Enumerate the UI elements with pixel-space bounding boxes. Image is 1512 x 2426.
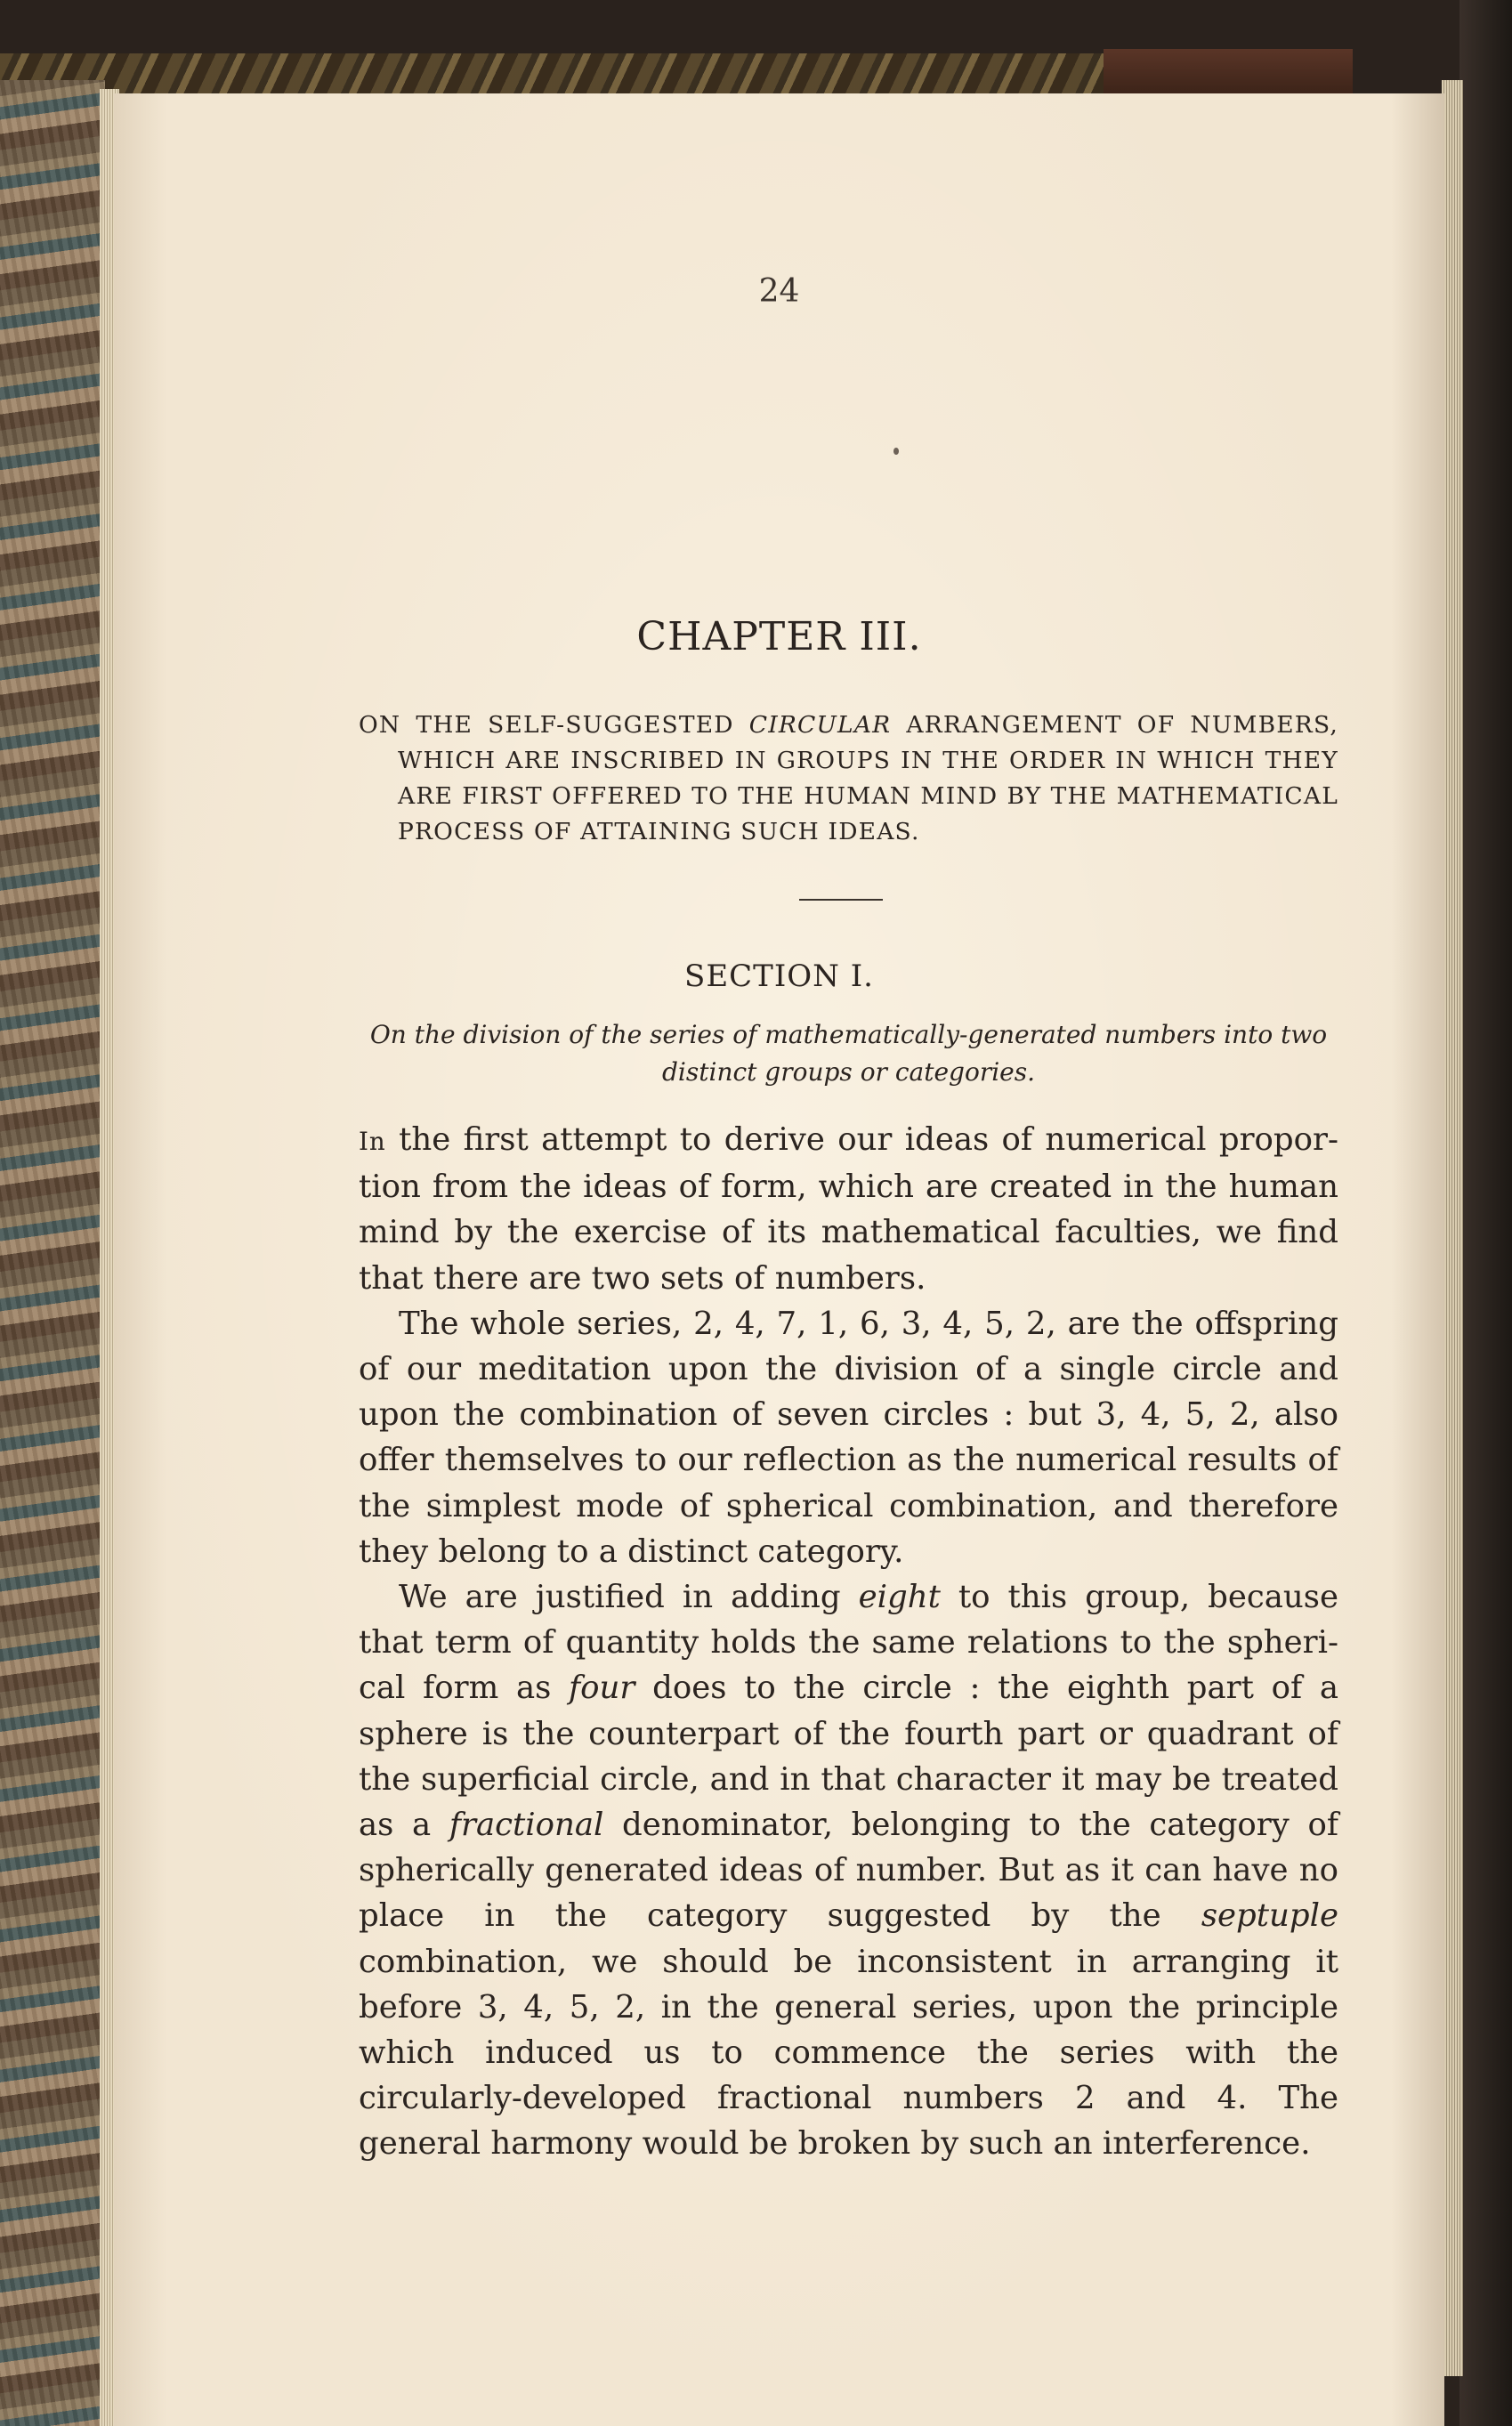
paragraph-3-italic-2: four <box>569 1670 635 1707</box>
paragraph-3-text-3: does to the circle : the eighth part of a sphere is the counterpart of the fourth part or quadrant of the superficial circle, and in that character it may be treated as a <box>359 1670 1338 1844</box>
chapter-subtitle-emphasis: CIRCULAR <box>748 711 892 739</box>
page-number: 24 <box>758 273 800 310</box>
leather-binding-corner <box>1104 49 1353 93</box>
section-title: SECTION I. <box>684 958 874 994</box>
book-page <box>114 93 1444 2426</box>
right-gutter <box>1459 0 1512 2426</box>
paragraph-3-text-2: to this group, because that term of quantity holds the same relations to the spherical form as <box>359 1579 1339 1707</box>
chapter-subtitle-before: ON THE SELF-SUGGESTED <box>359 711 749 739</box>
paragraph-3 <box>359 1574 1338 2167</box>
paragraph-1-initial: In <box>359 1127 386 1156</box>
ink-speck <box>893 448 899 455</box>
paragraph-2: The whole series, 2, 4, 7, 1, 6, 3, 4, 5, 2, are the offspring of our meditation upon the division of a single circle and upon the combination of seven circles : but 3, 4, 5, 2, also offer themselves to our reflection as the numerical results of the simplest mode of spherical combination, and therefore they belong to a distinct category. <box>359 1305 1338 1570</box>
paragraph-3-italic-3: fractional <box>449 1807 604 1844</box>
paragraph-3-text-1: We are justified in adding <box>399 1579 859 1616</box>
paragraph-3-text-5: combination, we should be inconsistent in arranging it before 3, 4, 5, 2, in the general series, upon the principle which induced us to commence the series with the circularly-developed fractional numbers 2 and 4. The general harmony would be broken by such an interference. <box>359 1943 1338 2163</box>
chapter-subtitle <box>359 708 1338 850</box>
right-leaf-edges <box>1442 80 1463 2376</box>
body-text <box>359 1117 1338 2167</box>
paragraph-1 <box>359 1117 1338 1301</box>
marbled-page-edge-overlay <box>0 80 105 2426</box>
paragraph-1-text: the first attempt to derive our ideas of numerical proportion from the ideas of form, which are created in the human mind by the exercise of its mathematical faculties, we find that there are two sets of numbers. <box>359 1121 1338 1297</box>
paragraph-3-italic-4: septuple <box>1201 1897 1338 1935</box>
chapter-subtitle-after: ARRANGEMENT OF NUMBERS, WHICH ARE INSCRIBED IN GROUPS IN THE ORDER IN WHICH THEY ARE FIRST OFFERED TO THE HUMAN MIND BY THE MATHEMATICAL PROCESS OF ATTAINING SUCH IDEAS. <box>398 711 1338 845</box>
paragraph-3-text-4: denominator, belonging to the category of spherically generated ideas of number. But as it can have no place in the category suggested by the <box>359 1807 1338 1935</box>
section-subtitle: On the division of the series of mathematically-generated numbers into two distinct groups or categories. <box>369 1020 1328 1087</box>
divider-rule <box>799 899 883 901</box>
paragraph-3-italic-1: eight <box>858 1579 941 1616</box>
chapter-title: CHAPTER III. <box>636 614 922 659</box>
